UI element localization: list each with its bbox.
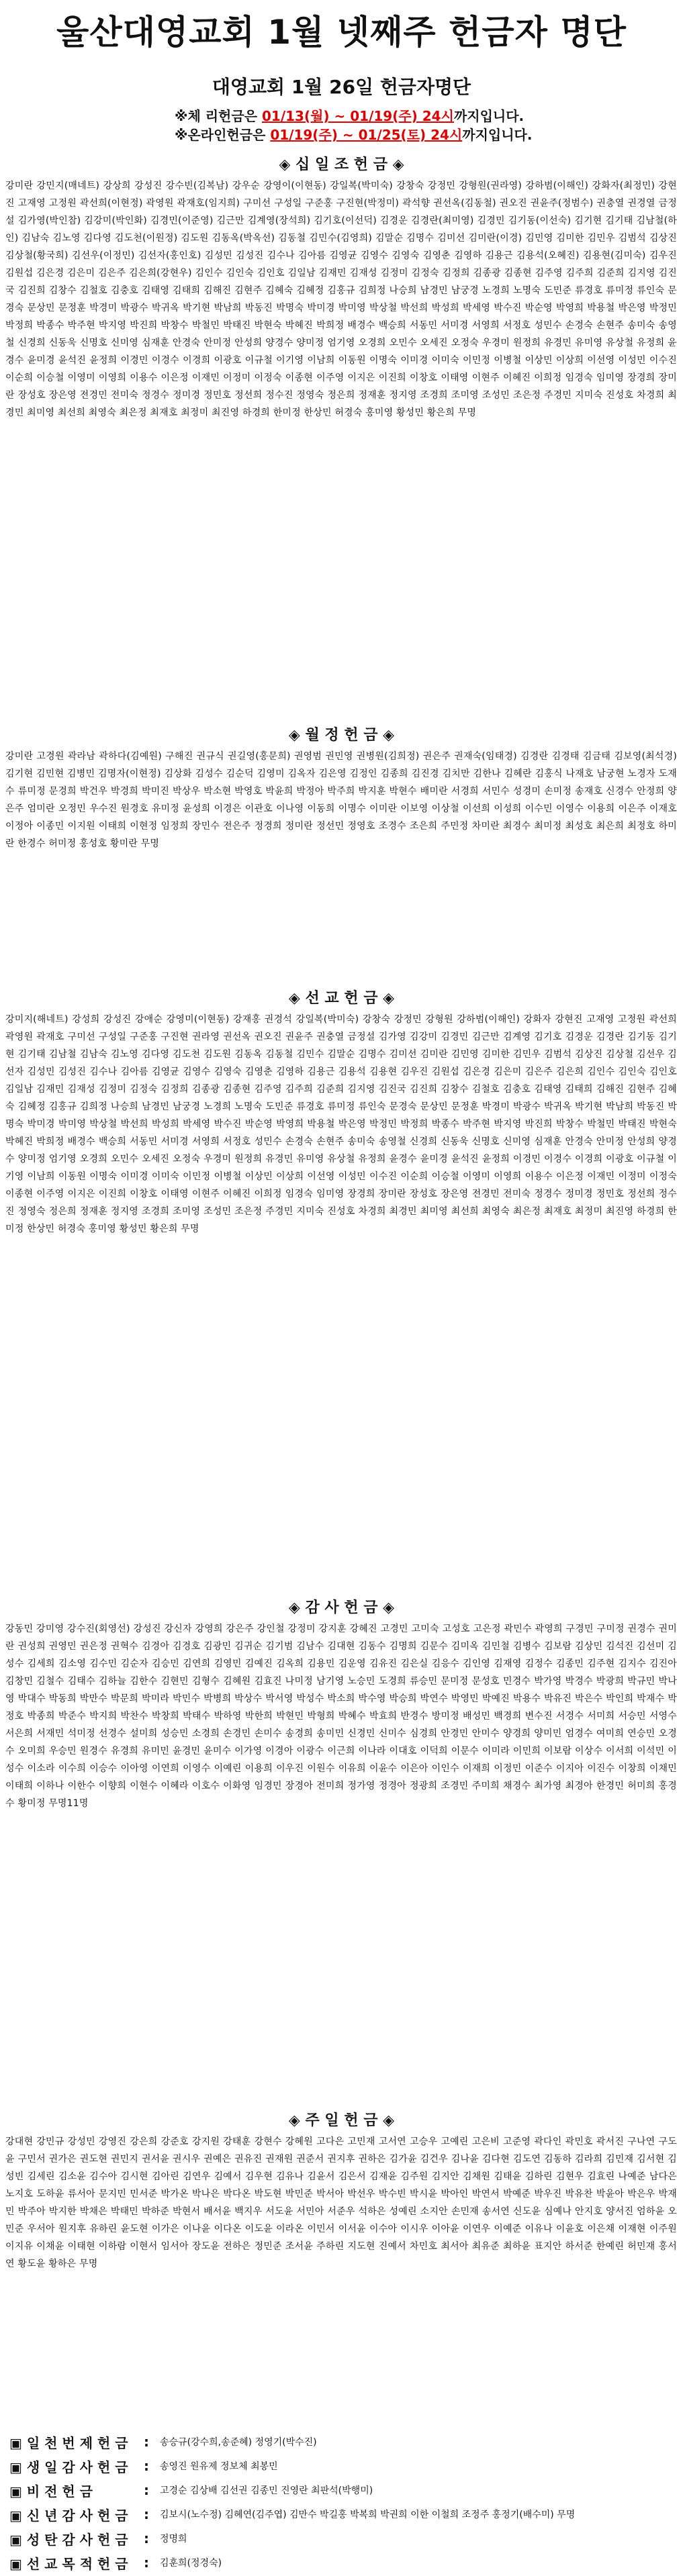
separator: : xyxy=(144,2434,149,2450)
separator: : xyxy=(144,2482,149,2498)
offering-label: ▣ 신 년 감 사 헌 금 xyxy=(9,2507,128,2524)
special-offering-row xyxy=(9,2430,674,2454)
offering-names: 김보시(노수정) 김혜연(김주엽) 김만수 박길홍 박복희 박권희 이한 이철희 조정주 홍정기(배수미) 무명 xyxy=(160,2510,576,2520)
deadline-prefix: ※체 리헌금은 xyxy=(175,108,262,124)
section-title-mission: ◈ 선 교 헌 금 ◈ xyxy=(288,990,395,1007)
offering-label: ▣ 비 전 헌 금 xyxy=(9,2483,93,2499)
separator: : xyxy=(144,2506,149,2522)
deadline-prefix: ※온라인헌금은 xyxy=(175,127,271,143)
special-offering-row xyxy=(9,2526,674,2550)
deadline-notice-online xyxy=(175,126,532,144)
deadline-range: 01/19(주) ~ 01/25(토) 24시 xyxy=(270,127,463,143)
special-offering-row xyxy=(9,2478,674,2502)
special-offering-row xyxy=(9,2502,674,2526)
page-subtitle: 대영교회 1월 26일 헌금자명단 xyxy=(212,76,471,98)
offering-names: 고경순 김상배 김선권 김종민 진영란 최판석(박행미) xyxy=(160,2485,373,2496)
section-title-monthly: ◈ 월 정 헌 금 ◈ xyxy=(288,727,395,744)
offering-label: ▣ 생 일 감 사 헌 금 xyxy=(9,2459,128,2475)
section-title-sunday: ◈ 주 일 헌 금 ◈ xyxy=(288,2112,395,2129)
section-title-tithe: ◈ 십 일 조 헌 금 ◈ xyxy=(279,156,404,173)
offering-names: 송영진 원유제 정보체 최봉민 xyxy=(160,2461,278,2472)
deadline-suffix: 까지입니다. xyxy=(453,108,525,124)
separator: : xyxy=(144,2555,149,2571)
names-tithe: 강미란 강민지(매네트) 강상희 강성진 강수빈(김복남) 강우순 강영이(이현동) 강일복(박미숙) 강창숙 강정민 강형원(권라영) 강하범(이해인) 강화자(최정민) 강현진 고재영 고정원 곽선희(이현정) 곽영원 곽재호(임지희) 구미선 구성일 구준홍 구진현(박정미) 곽석향 권선옥(김동철) 권오진 권윤주(정범수) 권충열 권경열 금정설 김가영(박인참) 김강미(박인화) 김경민(이준영) 김근만 김계영(장석희) 김기호(이선덕) 김경운 김경란(최미영) 김경민 김기동(이선숙) 김기현 김기태 김남철(하인) 김남숙 김노영 김다영 김도천(이원정) 김도원 김동옥(박옥선) 김동철 김민수(김영희) 김말순 김명수 김미선 김미란(이경) 김민영 김미한 김민우 김범석 김상진 김상철(황국희) 김선우(이정민) 김선자(홍인호) 김성민 김성진 김수나 김아름 김영균 김영수 김영숙 김영춘 김영하 김용근 김용석(오혜진) 김용현(김미숙) 김우진 김원섭 김은경 김은미 김은주 김은희(강현우) 김인수 김인숙 김인호 김일남 김재민 김재성 김정미 김정숙 김정희 김종광 김종현 김주영 김주희 김준희 김지영 김진국 김진희 김창수 김철호 김충호 김태영 김태희 김해진 김현주 김혜숙 김혜정 김홍규 김희정 나승희 남경민 남궁경 노경희 노명숙 도민준 류경호 류미정 류인숙 문경숙 문상민 문정훈 박경미 박광수 박귀옥 박기현 박남희 박동진 박명숙 박미경 박미영 박상철 박선희 박성희 박세영 박수진 박순영 박영희 박용철 박은영 박정민 박정희 박종수 박주현 박지영 박진희 박창수 박철민 박태진 박현숙 박혜진 박희정 배경수 백승희 서동민 서미경 서영희 서정호 성민수 손경숙 손현주 송미숙 송영철 신경희 신동욱 신명호 신미영 심재훈 안경숙 안미정 안성희 양경수 양미정 엄기영 오경희 오민수 오세진 오정숙 우경미 원정희 유경민 유미영 유상철 유정희 윤경수 윤미경 윤석진 윤정희 이경민 이경수 이경희 이광호 이규철 이기영 이남희 이동원 이명숙 이미경 이미숙 이민정 이병철 이상민 이상희 이선영 이성민 이수진 이순희 이승철 이영미 이영희 이용수 이은정 이재민 이정미 이정숙 이종현 이주영 이지은 이진희 이창호 이태영 이현주 이혜진 이희정 임경숙 임미영 장경희 장미란 장성호 장은영 전경민 전미숙 정경수 정미경 정민호 정선희 정수진 정영숙 정은희 정재훈 정지영 조경희 조미영 조성민 조은정 주경민 지미숙 진성호 차경희 최경민 최미영 최선희 최영숙 최은정 최재호 최정미 최진영 하경희 한미정 한상민 허경숙 홍미영 황성민 황은희 무명 xyxy=(5,181,677,418)
deadline-suffix: 까지입니다. xyxy=(462,127,533,143)
names-mission: 강미지(해네트) 강성희 강성진 강애순 강영미(이현동) 강재홍 권경석 강일복(박미숙) 강창숙 강정민 강형원 강하범(이해인) 강화자 강현진 고재영 고정원 곽선희 곽영원 곽재호 구미선 구성일 구준홍 구진현 권라영 권선옥 권오진 권윤주 권충열 금정설 김가영 김강미 김경민 김근만 김계영 김기호 김경운 김경란 김기동 김기현 김기태 김남철 김남숙 김노영 김다영 김도천 김도원 김동옥 김동철 김민수 김말순 김명수 김미선 김미란 김민영 김미한 김민우 김범석 김상진 김상철 김선우 김선자 김성민 김성진 김수나 김아름 김영균 김영수 김영숙 김영춘 김영하 김용근 김용석 김용현 김우진 김원섭 김은경 김은미 김은주 김은희 김인수 김인숙 김인호 김일남 김재민 김재성 김정미 김정숙 김정희 김종광 김종현 김주영 김주희 김준희 김지영 김진국 김진희 김창수 김철호 김충호 김태영 김태희 김해진 김현주 김혜숙 김혜정 김홍규 김희정 나승희 남경민 남궁경 노경희 노명숙 도민준 류경호 류미정 류인숙 문경숙 문상민 문정훈 박경미 박광수 박귀옥 박기현 박남희 박동진 박명숙 박미경 박미영 박상철 박선희 박성희 박세영 박수진 박순영 박영희 박용철 박은영 박정민 박정희 박종수 박주현 박지영 박진희 박창수 박철민 박태진 박현숙 박혜진 박희정 배경수 백승희 서동민 서미경 서영희 서정호 성민수 손경숙 손현주 송미숙 송영철 신경희 신동욱 신명호 신미영 심재훈 안경숙 안미정 안성희 양경수 양미정 엄기영 오경희 오민수 오세진 오정숙 우경미 원정희 유경민 유미영 유상철 유정희 윤경수 윤미경 윤석진 윤정희 이경민 이경수 이경희 이광호 이규철 이기영 이남희 이동원 이명숙 이미경 이미숙 이민정 이병철 이상민 이상희 이선영 이성민 이수진 이순희 이승철 이영미 이영희 이용수 이은정 이재민 이정미 이정숙 이종현 이주영 이지은 이진희 이창호 이태영 이현주 이혜진 이희정 임경숙 임미영 장경희 장미란 장성호 장은영 전경민 전미숙 정경수 정미경 정민호 정선희 정수진 정영숙 정은희 정재훈 정지영 조경희 조미영 조성민 조은정 주경민 지미숙 진성호 차경희 최경민 최미영 최선희 최영숙 최은정 최재호 최정미 최진영 하경희 한미정 한상민 허경숙 홍미영 황성민 황은희 무명 xyxy=(5,1014,677,1234)
names-sunday: 강대현 강민규 강성민 강영진 강은희 강준호 강지원 강태훈 강현수 강혜원 고다은 고민재 고서연 고승우 고예린 고은비 고준영 곽다인 곽민호 곽서진 구나연 구도윤 구민서 권가은 권도현 권민지 권서윤 권시우 권예은 권유진 권재원 권준서 권지후 권하은 김가윤 김건우 김나윤 김다현 김도연 김동하 김라희 김민재 김서현 김성빈 김세린 김소윤 김수아 김시현 김아린 김연우 김예서 김우현 김유나 김윤서 김은서 김재윤 김주원 김지안 김채원 김태윤 김하린 김현우 김효린 나예준 남다은 노지호 도하윤 류서아 문지민 민서준 박가온 박나은 박다온 박도현 박민준 박서아 박선우 박수빈 박시윤 박아인 박연서 박예준 박우진 박유찬 박윤아 박은우 박재민 박주아 박지한 박채은 박태민 박하준 박현서 배서윤 백지우 서도윤 서민아 서준우 석하은 성예린 소지안 손민재 송서연 신도윤 심예나 안지호 양서진 엄하윤 오민준 우서아 원지후 유하린 윤도현 이가은 이나윤 이다온 이도윤 이라온 이민서 이서윤 이수아 이시우 이아윤 이연우 이예준 이유나 이윤호 이은채 이재현 이주원 이지유 이채윤 이태현 이하람 이현서 임서아 장도윤 전하은 정민준 조서윤 주하린 지도현 진예서 차민호 최서아 최유준 최하윤 표지안 하서준 한예린 허민재 홍서연 황도윤 황하은 무명 xyxy=(5,2136,677,2269)
offering-names: 김훈희(정경숙) xyxy=(160,2558,222,2569)
names-monthly: 강미란 고경원 곽라남 곽하다(김예원) 구해진 권규식 권길영(홍문희) 권영범 권민영 권병원(김희정) 권은주 권재숙(임태경) 김경란 김경태 김금태 김보영(최석경) 김기현 김민현 김병민 김명자(이현정) 김상화 김성수 김순덕 김영미 김옥자 김은영 김정인 김종희 김진경 김치만 김한나 김혜란 김홍식 나재호 남궁현 노경자 도재수 류미정 문경희 박건우 박경희 박미진 박상우 박소현 박영호 박윤희 박정아 박주희 박지훈 박현수 배미란 서경희 서민수 성경미 손미정 송재호 신경수 안정희 양은주 엄미란 오정민 우수진 원경호 유미정 윤성희 이경은 이관호 이나영 이동희 이명수 이미란 이보영 이상철 이선희 이성희 이수민 이영수 이용희 이은주 이재호 이정아 이종민 이지원 이태희 이현정 임정희 장민수 전은주 정경희 정미란 정선민 정영호 조경수 조은희 주민정 차미란 최경수 최미정 최성호 최은희 최정호 하미란 한경수 허미정 홍성호 황미란 무명 xyxy=(5,751,677,849)
special-offering-row xyxy=(9,2454,674,2478)
deadline-notice-offline xyxy=(175,107,524,125)
offering-label: ▣ 선 교 목 적 헌 금 xyxy=(9,2555,128,2572)
names-thanksgiving: 강동민 강미영 강수진(회영선) 강성진 강신자 강영희 강은주 강인철 강정미 강지훈 강혜진 고경민 고미숙 고성호 고은정 곽민수 곽영희 구경민 구미정 권경수 권미란 권성희 권영민 권은정 권혁수 김경아 김경호 김광민 김귀순 김기범 김남수 김대현 김동수 김명희 김문수 김미옥 김민철 김병수 김보람 김상민 김석진 김선미 김성수 김세희 김소영 김수민 김순자 김승민 김연희 김영민 김예진 김옥희 김용민 김운영 김유진 김은실 김응수 김인영 김재영 김정수 김종민 김주현 김지수 김진아 김창민 김철수 김태수 김하늘 김한수 김현민 김형수 김혜원 김효진 나미정 남기영 노승민 도경희 류승민 문미정 문성호 민경수 박가영 박경수 박광희 박규민 박나영 박대수 박동희 박만수 박문희 박미라 박민수 박병희 박상수 박서영 박성수 박소희 박수영 박승희 박연수 박영민 박예진 박용수 박유진 박은수 박인희 박재수 박정호 박종희 박준수 박지희 박찬수 박창희 박태수 박하영 박한희 박현민 박형희 박혜수 박효희 반경수 방미정 배성민 백경희 변수진 서경수 서미희 서승민 서영수 서은희 서재민 석미정 선경수 설미희 성승민 소경희 손경민 손미수 송경희 송미민 신경민 신미수 심경희 안경민 안미수 양경희 양미민 엄경수 여미희 연승민 오경수 오미희 우승민 원경수 유경희 유미민 윤경민 윤미수 이가영 이경아 이광수 이근희 이나라 이대호 이덕희 이문수 이미라 이민희 이보람 이상수 이서희 이석민 이성수 이소라 이수희 이승수 이아영 이연희 이영수 이예린 이용희 이우진 이원수 이유희 이윤수 이은아 이인수 이재희 이정민 이준수 이지아 이진수 이창희 이채민 이태희 이하나 이한수 이향희 이현수 이혜라 이호수 이화영 임경민 장경아 전미희 정가영 정경아 정광희 조경민 주미희 채경수 최가영 최경아 한경민 허미희 홍경수 황미정 무명11명 xyxy=(5,1624,677,1809)
offering-label: ▣ 일 천 번 제 헌 금 xyxy=(9,2434,128,2451)
page-title: 울산대영교회 1월 넷째주 헌금자 명단 xyxy=(56,13,627,52)
separator: : xyxy=(144,2530,149,2546)
offering-label: ▣ 성 탄 감 사 헌 금 xyxy=(9,2531,128,2548)
special-offering-row xyxy=(9,2550,674,2575)
deadline-range: 01/13(월) ~ 01/19(주) 24시 xyxy=(261,108,454,124)
offering-names: 송승규(강수희,송준혜) 정영기(박수진) xyxy=(160,2437,317,2448)
separator: : xyxy=(144,2458,149,2474)
offering-names: 정명희 xyxy=(160,2534,187,2544)
section-title-thanksgiving: ◈ 감 사 헌 금 ◈ xyxy=(288,1599,395,1616)
special-offerings-list xyxy=(9,2430,674,2575)
